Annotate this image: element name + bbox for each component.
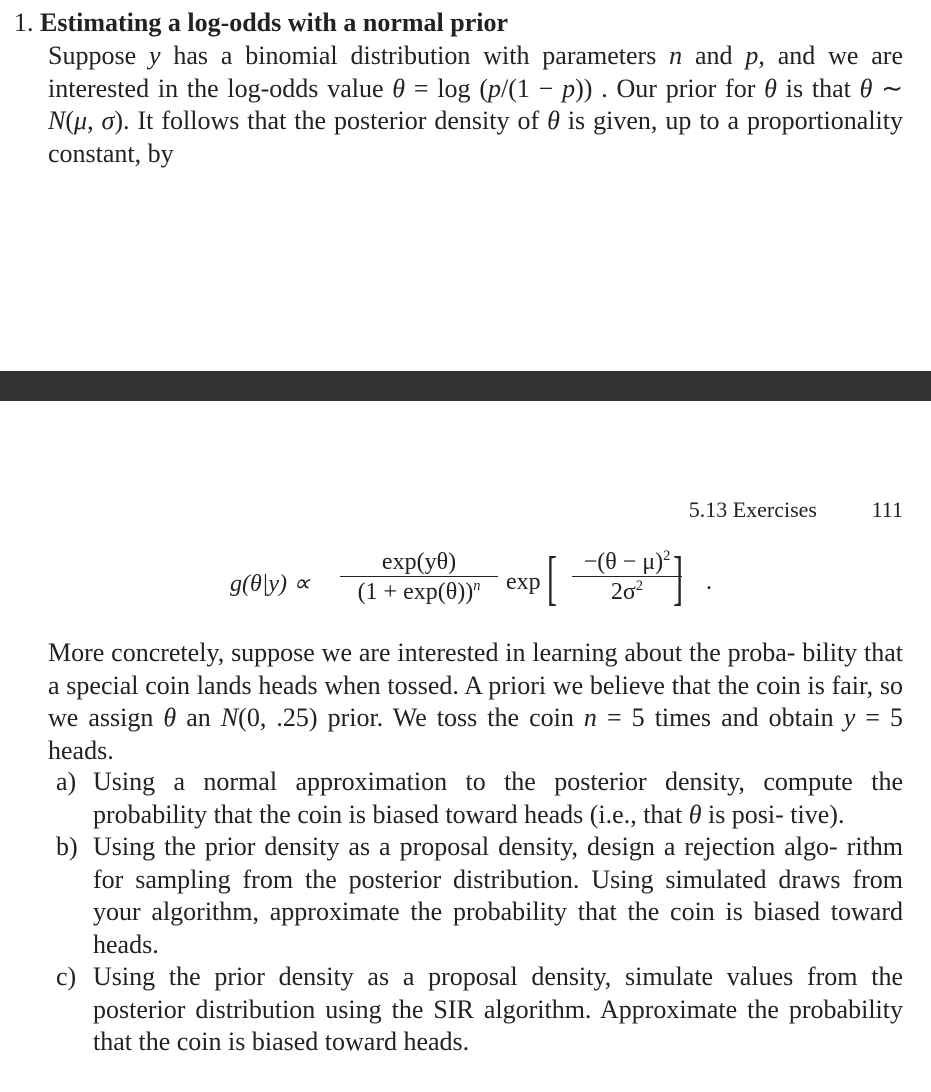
problem-title: Estimating a log-odds with a normal prior — [40, 8, 509, 37]
fraction-1-den-text: (1 + exp(θ)) — [357, 579, 474, 605]
concrete-paragraph-text-8: = 5 heads. — [48, 703, 903, 765]
problem-intro-math-21: σ — [101, 106, 115, 135]
problem-intro-math-19: μ — [74, 106, 88, 135]
fraction-2-numerator — [572, 549, 682, 576]
fraction-2-denominator — [572, 576, 682, 606]
equation-end: . — [706, 569, 712, 595]
right-bracket: ] — [672, 545, 683, 611]
concrete-paragraph-text-4: (0, .25) prior. We toss the coin — [238, 703, 584, 732]
header-page-number: 111 — [871, 497, 903, 522]
part-body — [93, 832, 903, 959]
problem-intro-text-0: Suppose — [48, 41, 149, 70]
fraction-2-num-exponent: 2 — [663, 548, 671, 564]
fraction-1-denominator — [340, 576, 498, 606]
part-0-text-2: is posi- tive). — [701, 799, 845, 829]
fraction-2-den-exponent: 2 — [635, 578, 644, 594]
problem-intro-math-11: p — [562, 73, 576, 103]
part-label: a) — [56, 767, 77, 796]
page-top — [0, 0, 931, 371]
exp-word: exp — [506, 569, 541, 595]
problem-intro-math-7: θ — [392, 73, 406, 103]
concrete-paragraph-math-7: y — [843, 703, 856, 732]
problem-intro-math-9: p — [487, 73, 501, 103]
problem-intro-math-15: θ — [859, 73, 873, 103]
problem-intro-text-24: is given, up to a proportionality constant, by — [48, 106, 903, 168]
concrete-paragraph-text-0: More concretely, suppose we are interested in learning about the proba- bility that a special coin lands heads when tossed. A priori we believe that the coin is fair, so we assign — [48, 638, 903, 732]
fraction-1-den-exponent: n — [473, 578, 481, 594]
part-body — [93, 767, 903, 829]
part-body — [93, 962, 903, 1056]
concrete-paragraph-text-6: = 5 times and obtain — [596, 703, 844, 732]
problem-heading — [14, 8, 508, 38]
problem-intro-text-10: /(1 − — [500, 73, 563, 103]
part-label: b) — [56, 832, 78, 861]
concrete-paragraph — [48, 637, 903, 767]
problem-intro-math-5: p — [745, 41, 759, 70]
problem-intro-math-23: θ — [547, 106, 560, 135]
problem-intro-text-22: ). It follows that the posterior density of — [114, 106, 548, 135]
concrete-paragraph-math-3: N — [220, 703, 239, 732]
problem-intro-text-6: , and we are interested in the log-odds value — [48, 41, 903, 103]
exercise-parts — [56, 766, 903, 1059]
problem-intro-math-13: θ — [764, 73, 777, 103]
fraction-1-numerator: exp(yθ) — [381, 549, 457, 575]
equation-fraction-2 — [572, 549, 682, 606]
problem-intro-text-8: = log ( — [405, 73, 488, 103]
concrete-paragraph-math-1: θ — [163, 703, 177, 732]
problem-intro-math-1: y — [148, 41, 161, 70]
problem-number: 1. — [14, 8, 34, 37]
part-1-text-0: Using the prior density as a proposal density, design a rejection algo- rithm for sampling from the posterior distribution. Using simulated draws from your algorithm, approximate the probability that the coin is biased toward heads. — [93, 832, 903, 959]
equation-fraction-1 — [340, 549, 498, 606]
page-bottom — [0, 401, 931, 1092]
problem-intro-text-2: has a binomial distribution with parameters — [160, 41, 670, 70]
problem-intro-text-18: ( — [65, 106, 75, 135]
exercise-part-c — [56, 961, 903, 1059]
problem-intro-math-17: N — [48, 106, 66, 135]
page-gap-divider — [0, 371, 931, 401]
fraction-2-den-text: 2σ — [610, 579, 636, 605]
exercise-part-b — [56, 831, 903, 961]
problem-intro-text-4: and — [682, 41, 746, 70]
part-2-text-0: Using the prior density as a proposal density, simulate values from the posterior distribution using the SIR algorithm. Approximate the probability that the coin is biased toward heads. — [93, 962, 903, 1056]
problem-intro-text-16: ∼ — [872, 73, 903, 103]
part-0-text-0: Using a normal approximation to the posterior density, compute the probability that the coin is biased toward heads (i.e., that — [93, 767, 903, 829]
posterior-equation — [230, 543, 730, 623]
concrete-paragraph-text-2: an — [176, 703, 221, 732]
header-section: 5.13 Exercises — [688, 497, 817, 522]
problem-intro-text-12: )) . Our prior for — [575, 73, 765, 103]
problem-intro — [48, 40, 903, 170]
problem-intro-text-20: , — [87, 106, 102, 135]
concrete-paragraph-math-5: n — [583, 703, 597, 732]
fraction-2-num-text: −(θ − μ) — [583, 549, 664, 575]
problem-intro-math-3: n — [669, 41, 683, 70]
part-0-math-1: θ — [688, 799, 702, 829]
equation-lhs: g(θ|y) ∝ — [230, 571, 311, 597]
exercise-part-a — [56, 766, 903, 831]
part-label: c) — [56, 962, 77, 991]
left-bracket: [ — [546, 545, 557, 611]
problem-intro-text-14: is that — [776, 73, 860, 103]
